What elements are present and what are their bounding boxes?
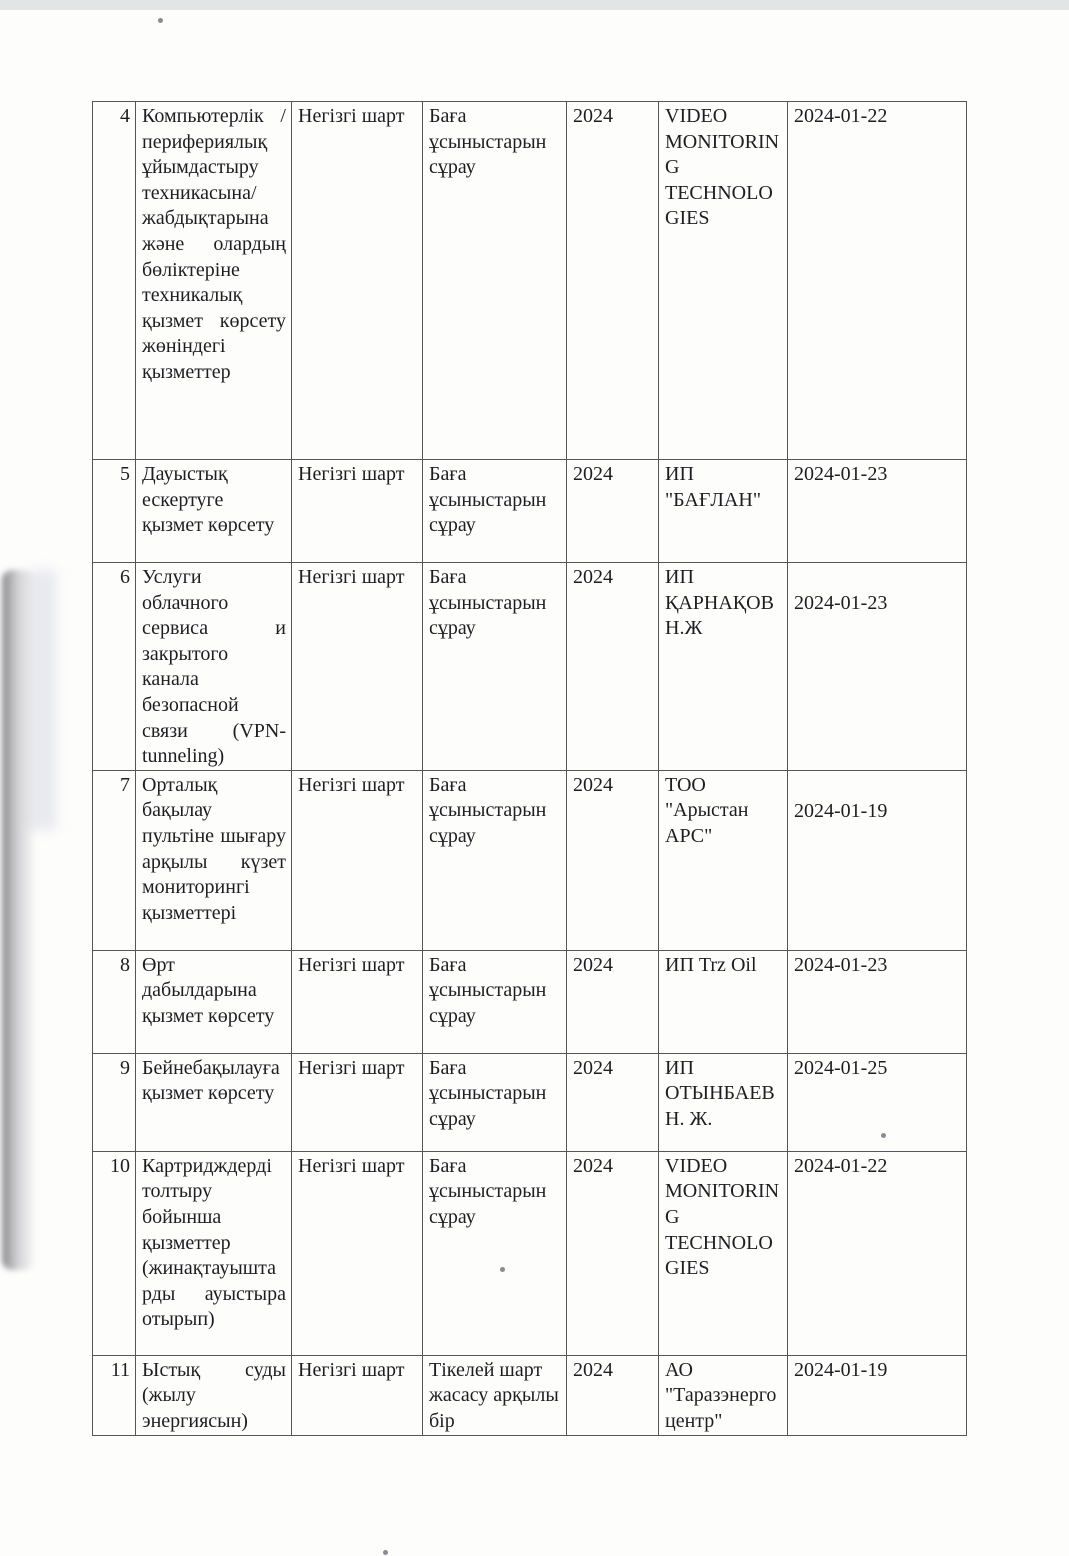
service-name-text: Дауыстық ескертуге қызмет көрсету: [142, 463, 275, 537]
procurement-method: Баға ұсыныстарын сұрау: [423, 460, 567, 563]
year: 2024: [567, 1355, 659, 1435]
procurement-table: [92, 101, 967, 1436]
year: 2024: [567, 770, 659, 950]
service-name-text: Услуги облачного сервиса и закрытого канала безопасной связи (VPN-tunneling): [142, 566, 286, 768]
contract-date: 2024-01-23: [788, 460, 967, 563]
supplier: ИП Trz Oil: [659, 950, 788, 1053]
contract-basis: Негізгі шарт: [292, 102, 423, 460]
table-row: [93, 770, 967, 950]
contract-date: 2024-01-25: [788, 1053, 967, 1151]
contract-date: 2024-01-19: [788, 1355, 967, 1435]
row-number: 6: [93, 563, 136, 771]
service-name-text: Бейнебақылауға қызмет көрсету: [142, 1056, 280, 1105]
table-row: [93, 1151, 967, 1355]
service-name: [136, 1053, 292, 1151]
row-number: 10: [93, 1151, 136, 1355]
procurement-method: Баға ұсыныстарын сұрау: [423, 770, 567, 950]
row-number: 11: [93, 1355, 136, 1435]
year: 2024: [567, 102, 659, 460]
contract-date: 2024-01-23: [788, 950, 967, 1053]
service-name: [136, 563, 292, 771]
year: 2024: [567, 563, 659, 771]
service-name-text: Компьютерлік /перифериялық ұйымдастыру техникасына/ жабдықтарына және олардың бөліктеріне техникалық қызмет көрсету жөніндегі қызметтер: [142, 105, 286, 383]
contract-date: 2024-01-23: [788, 563, 967, 771]
top-margin-strip: [0, 0, 1069, 10]
table-row: [93, 102, 967, 460]
service-name: [136, 1151, 292, 1355]
supplier: VIDEO MONITORING TECHNOLOGIES: [659, 1151, 788, 1355]
procurement-method: Баға ұсыныстарын сұрау: [423, 950, 567, 1053]
supplier: VIDEO MONITORING TECHNOLOGIES: [659, 102, 788, 460]
contract-basis: Негізгі шарт: [292, 770, 423, 950]
table-row: [93, 950, 967, 1053]
contract-basis: Негізгі шарт: [292, 1151, 423, 1355]
table-row: [93, 1053, 967, 1151]
speck: [158, 18, 163, 23]
procurement-method: Баға ұсыныстарын сұрау: [423, 1053, 567, 1151]
year: 2024: [567, 1151, 659, 1355]
contract-basis: Негізгі шарт: [292, 563, 423, 771]
service-name: [136, 950, 292, 1053]
contract-date: 2024-01-22: [788, 1151, 967, 1355]
row-number: 5: [93, 460, 136, 563]
service-name-text: Картридждерді толтыру бойынша қызметтер (жинақтауыштарды ауыстыра отырып): [142, 1154, 286, 1331]
contract-basis: Негізгі шарт: [292, 460, 423, 563]
service-name: [136, 460, 292, 563]
procurement-method: Баға ұсыныстарын сұрау: [423, 1151, 567, 1355]
service-name: [136, 1355, 292, 1435]
service-name: [136, 102, 292, 460]
contract-basis: Негізгі шарт: [292, 1355, 423, 1435]
procurement-method: Баға ұсыныстарын сұрау: [423, 102, 567, 460]
year: 2024: [567, 1053, 659, 1151]
contract-date: 2024-01-22: [788, 102, 967, 460]
supplier: ИП ОТЫНБАЕВ Н. Ж.: [659, 1053, 788, 1151]
row-number: 8: [93, 950, 136, 1053]
row-number: 4: [93, 102, 136, 460]
year: 2024: [567, 950, 659, 1053]
procurement-method: Тікелей шарт жасасу арқылы бір: [423, 1355, 567, 1435]
contract-date: 2024-01-19: [788, 770, 967, 950]
supplier: ТОО "Арыстан АРС": [659, 770, 788, 950]
row-number: 9: [93, 1053, 136, 1151]
table-row: [93, 563, 967, 771]
table-row: [93, 460, 967, 563]
contract-basis: Негізгі шарт: [292, 950, 423, 1053]
supplier: ИП ҚАРНАҚОВ Н.Ж: [659, 563, 788, 771]
supplier: ИП "БАҒЛАН": [659, 460, 788, 563]
table-row: [93, 1355, 967, 1435]
service-name-text: Өрт дабылдарына қызмет көрсету: [142, 953, 275, 1027]
supplier: АО "Таразэнергоцентр": [659, 1355, 788, 1435]
scan-smudge: [30, 570, 56, 830]
service-name-text: Орталық бақылау пультіне шығару арқылы күзет мониторингі қызметтері: [142, 773, 286, 924]
service-name-text: Ыстық суды (жылу энергиясын): [142, 1358, 286, 1432]
procurement-method: Баға ұсыныстарын сұрау: [423, 563, 567, 771]
service-name: [136, 770, 292, 950]
speck: [383, 1550, 388, 1555]
contract-basis: Негізгі шарт: [292, 1053, 423, 1151]
year: 2024: [567, 460, 659, 563]
row-number: 7: [93, 770, 136, 950]
